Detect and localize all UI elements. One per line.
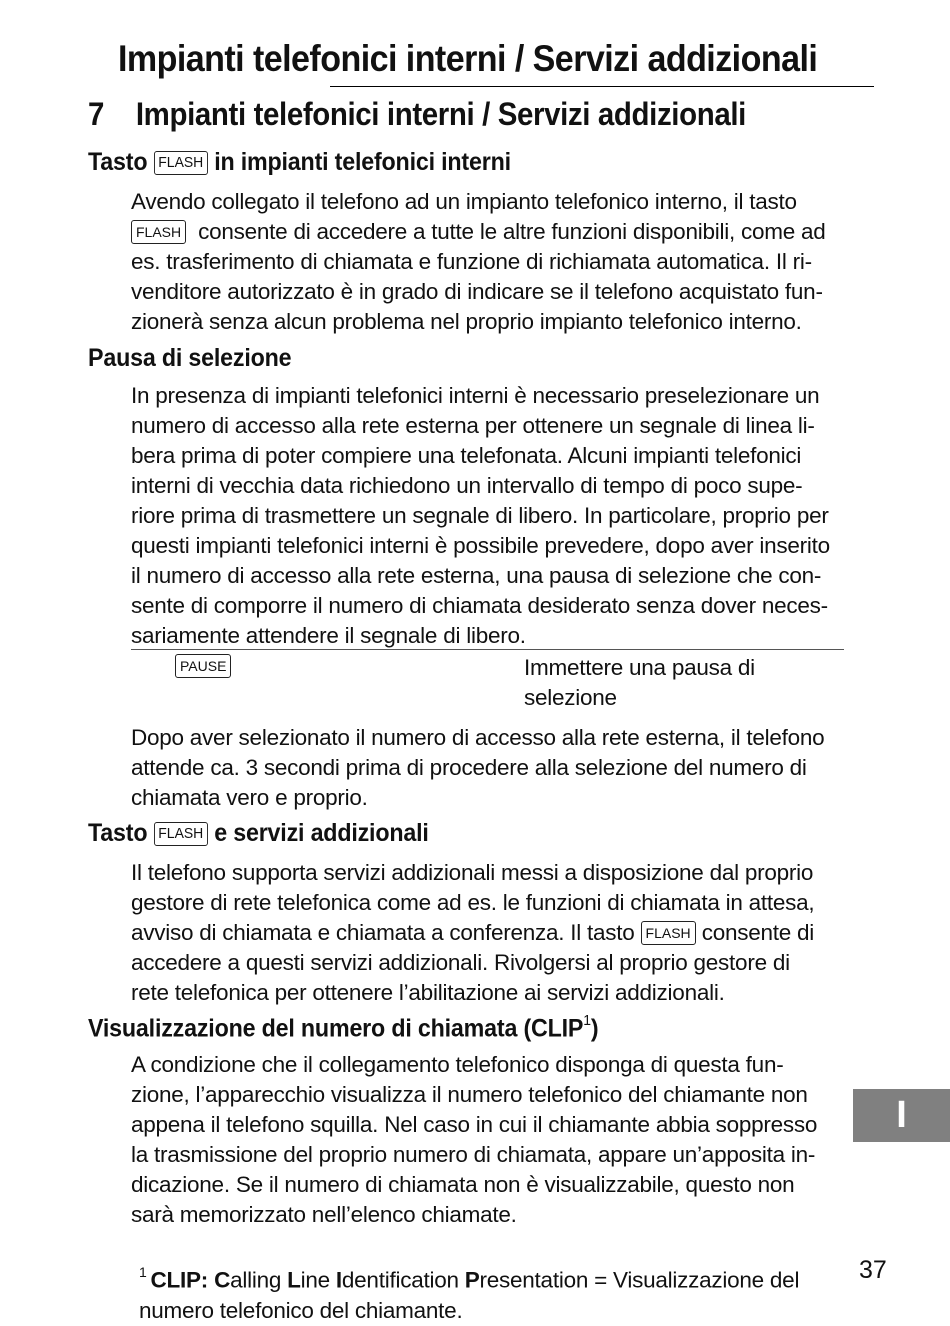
- paragraph-flash-pbx: Avendo collegato il telefono ad un impianto telefonico interno, il tasto FLASH consente di accedere a tutte le altre funzioni disponibili, come ad es. trasferimento di chiamata e funzione di richiamata automatica. Il ri- venditore autorizzato è in grado di indicare se il telefono acquistato fun- zionerà senza alcun problema nel proprio impianto telefonico interno.: [131, 189, 826, 334]
- chapter-number: 7: [88, 96, 105, 132]
- pause-key-icon: PAUSE: [175, 654, 231, 678]
- section-heading-flash-pbx: Tasto FLASH in impianti telefonici interni: [88, 148, 511, 176]
- header-rule: [330, 86, 874, 87]
- paragraph-clip: A condizione che il collegamento telefonico disponga di questa fun- zione, l’apparecchio visualizza il numero telefonico del chiamante non appena il telefono squilla. Nel caso in cui il chiamante abbia soppresso la trasmissione del proprio numero di chiamata, appare un’apposita in- dicazione. Se il numero di chiamata non è visualizzabile, questo non sarà memorizzato nell’elenco chiamate.: [131, 1052, 818, 1227]
- paragraph-pause: In presenza di impianti telefonici interni è necessario preselezionare un numero di accesso alla rete esterna per ottenere un segnale di linea li- bera prima di poter compiere una telefonata. Alcuni impianti telefonici interni di vecchia data richiedono un intervallo di tempo di poco supe- riore prima di trasmettere un segnale di libero. In particolare, proprio per questi impianti telefonici interni è possibile prevedere, dopo aver inserito il numero di accesso alla rete esterna, una pausa di selezione che con- sente di comporre il numero di chiamata desiderato senza dover neces- sariamente attendere il segnale di libero.: [131, 383, 830, 648]
- flash-key-icon: FLASH: [154, 151, 208, 175]
- chapter-title-text: Impianti telefonici interni / Servizi addizionali: [135, 96, 746, 132]
- running-header: Impianti telefonici interni / Servizi addizionali: [118, 38, 818, 79]
- instruction-divider: [131, 649, 844, 650]
- footnote: $^1$ CLIP: Calling Line Identification Presentation = Visualizzazione del numero telefonico del chiamante.: [139, 1264, 800, 1323]
- footnote-marker: 1: [139, 1264, 147, 1280]
- language-tab-marker: I: [853, 1089, 950, 1142]
- section-heading-flash-services: Tasto FLASH e servizi addizionali: [88, 819, 429, 847]
- footnote-ref: 1: [583, 1012, 591, 1029]
- section-heading-pause: Pausa di selezione: [88, 344, 292, 372]
- section-heading-clip: Visualizzazione del numero di chiamata (CLIP$^1$): [88, 1012, 599, 1043]
- chapter-title: [88, 96, 746, 133]
- flash-key-icon: FLASH: [641, 921, 696, 945]
- paragraph-pause-after: Dopo aver selezionato il numero di accesso alla rete esterna, il telefono attende ca. 3 secondi prima di procedere alla selezione del numero di chiamata vero e proprio.: [131, 725, 825, 810]
- flash-key-icon: FLASH: [154, 822, 208, 846]
- paragraph-flash-services: Il telefono supporta servizi addizionali messi a disposizione dal proprio gestore di rete telefonica come ad es. le funzioni di chiamata in attesa, avviso di chiamata e chiamata a conferenza. Il tasto FLASH consente di accedere a questi servizi addizionali. Rivolgersi al proprio gestore di rete telefonica per ottenere l’abilitazione ai servizi addizionali.: [131, 860, 815, 1005]
- pause-instruction: Immettere una pausa di selezione: [524, 655, 755, 710]
- flash-key-icon: FLASH: [131, 220, 186, 244]
- page-number: 37: [859, 1256, 887, 1284]
